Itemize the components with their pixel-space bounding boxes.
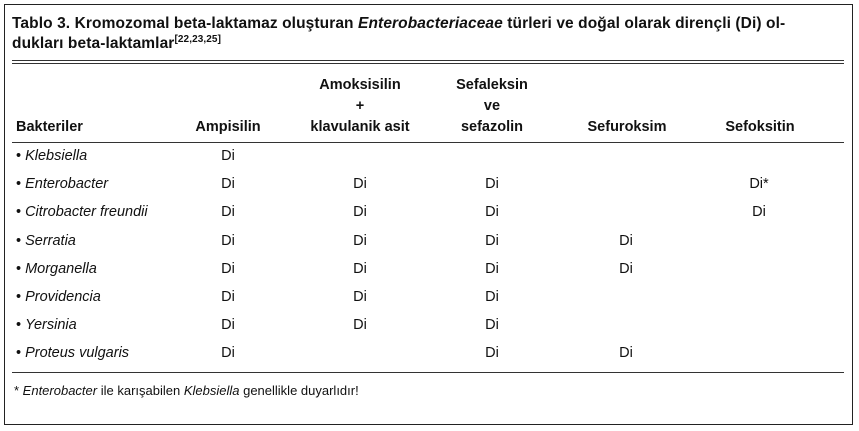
resistance-amp: Di [221,260,235,277]
resistance-cef: Di [485,232,499,249]
table-row [0,315,859,343]
bullet-icon: • [16,345,22,362]
bacteria-name [16,287,101,307]
header-cephalexin [442,75,542,138]
caption-line2: dukları beta-laktamlar [12,35,175,52]
table-row [0,202,859,230]
bacteria-name-text: Morganella [25,260,97,277]
bullet-icon: • [16,289,22,305]
header-cef-line2: ve [483,98,501,114]
bacteria-name [16,343,129,363]
resistance-amox: Di [353,260,367,277]
header-cefoxitin: Sefoksitin [725,119,795,135]
resistance-amp: Di [221,204,235,221]
footnote-mid: ile karışabilen [97,383,184,398]
resistance-cef: Di [485,317,499,334]
footnote [14,382,359,400]
top-rule [12,60,844,61]
table-row [0,231,859,259]
footnote-italic1: Enterobacter [22,383,98,398]
header-amox-line1: Amoksisilin [319,77,401,93]
resistance-cefo: Di* [749,176,769,193]
table-row [0,343,859,371]
table-row [0,287,859,315]
header-ampicillin: Ampisilin [195,119,261,135]
resistance-cefu: Di [619,345,633,362]
footnote-star: * [14,383,23,398]
caption-italic: Enterobacteriaceae [358,15,503,32]
footnote-end: genellikle duyarlıdır! [239,383,359,398]
bacteria-name [16,146,87,166]
header-cefuroxime: Sefuroksim [587,119,667,135]
bacteria-name [16,174,108,194]
top-rule-2 [12,63,844,64]
resistance-amp: Di [221,176,235,193]
caption-suffix: türleri ve doğal olarak dirençli (Di) ol- [502,15,786,32]
bullet-icon: • [16,317,22,334]
bacteria-name-text: Providencia [25,289,101,305]
resistance-cefu: Di [619,232,633,249]
bacteria-name-text: Citrobacter freundii [25,204,148,221]
table-row [0,146,859,174]
resistance-cefo: Di [752,204,766,221]
table-row [0,259,859,287]
resistance-amp: Di [221,289,235,305]
bullet-icon: • [16,232,22,249]
bacteria-name [16,231,76,251]
bacteria-name-text: Klebsiella [25,148,88,164]
bullet-icon: • [16,176,22,193]
resistance-amox: Di [353,289,367,305]
header-cef-line3: sefazolin [460,119,524,135]
header-amox-line3: klavulanik asit [310,119,410,135]
resistance-cef: Di [485,345,499,362]
resistance-amox: Di [353,176,367,193]
footnote-italic2: Klebsiella [183,383,240,398]
bacteria-name-text: Serratia [25,232,76,249]
bacteria-name [16,202,148,222]
bullet-icon: • [16,260,22,277]
bacteria-name-text: Yersinia [25,317,77,334]
resistance-cef: Di [485,204,499,221]
bullet-icon: • [16,204,22,221]
bacteria-name-text: Proteus vulgaris [25,345,130,362]
table-row [0,174,859,202]
resistance-cef: Di [485,289,499,305]
header-rule [12,142,844,143]
bottom-rule [12,372,844,373]
header-cef-line1: Sefaleksin [456,77,528,93]
resistance-amox: Di [353,204,367,221]
bullet-icon: • [16,148,22,164]
resistance-amp: Di [221,232,235,249]
caption-prefix: Tablo 3. Kromozomal beta-laktamaz oluşturan [12,15,359,32]
caption-refs: [22,23,25] [174,34,222,45]
resistance-cefu: Di [619,260,633,277]
header-amox-line2: + [355,98,365,114]
bacteria-name [16,259,97,279]
header-amoxicillin [290,75,430,138]
resistance-amox: Di [353,232,367,249]
resistance-amp: Di [221,317,235,334]
resistance-cef: Di [485,260,499,277]
bacteria-name [16,315,77,335]
resistance-amp: Di [221,148,235,164]
resistance-amox: Di [353,317,367,334]
bacteria-name-text: Enterobacter [25,176,109,193]
resistance-cef: Di [485,176,499,193]
resistance-amp: Di [221,345,235,362]
table-caption [12,14,842,54]
header-bacteria: Bakteriler [16,119,83,135]
